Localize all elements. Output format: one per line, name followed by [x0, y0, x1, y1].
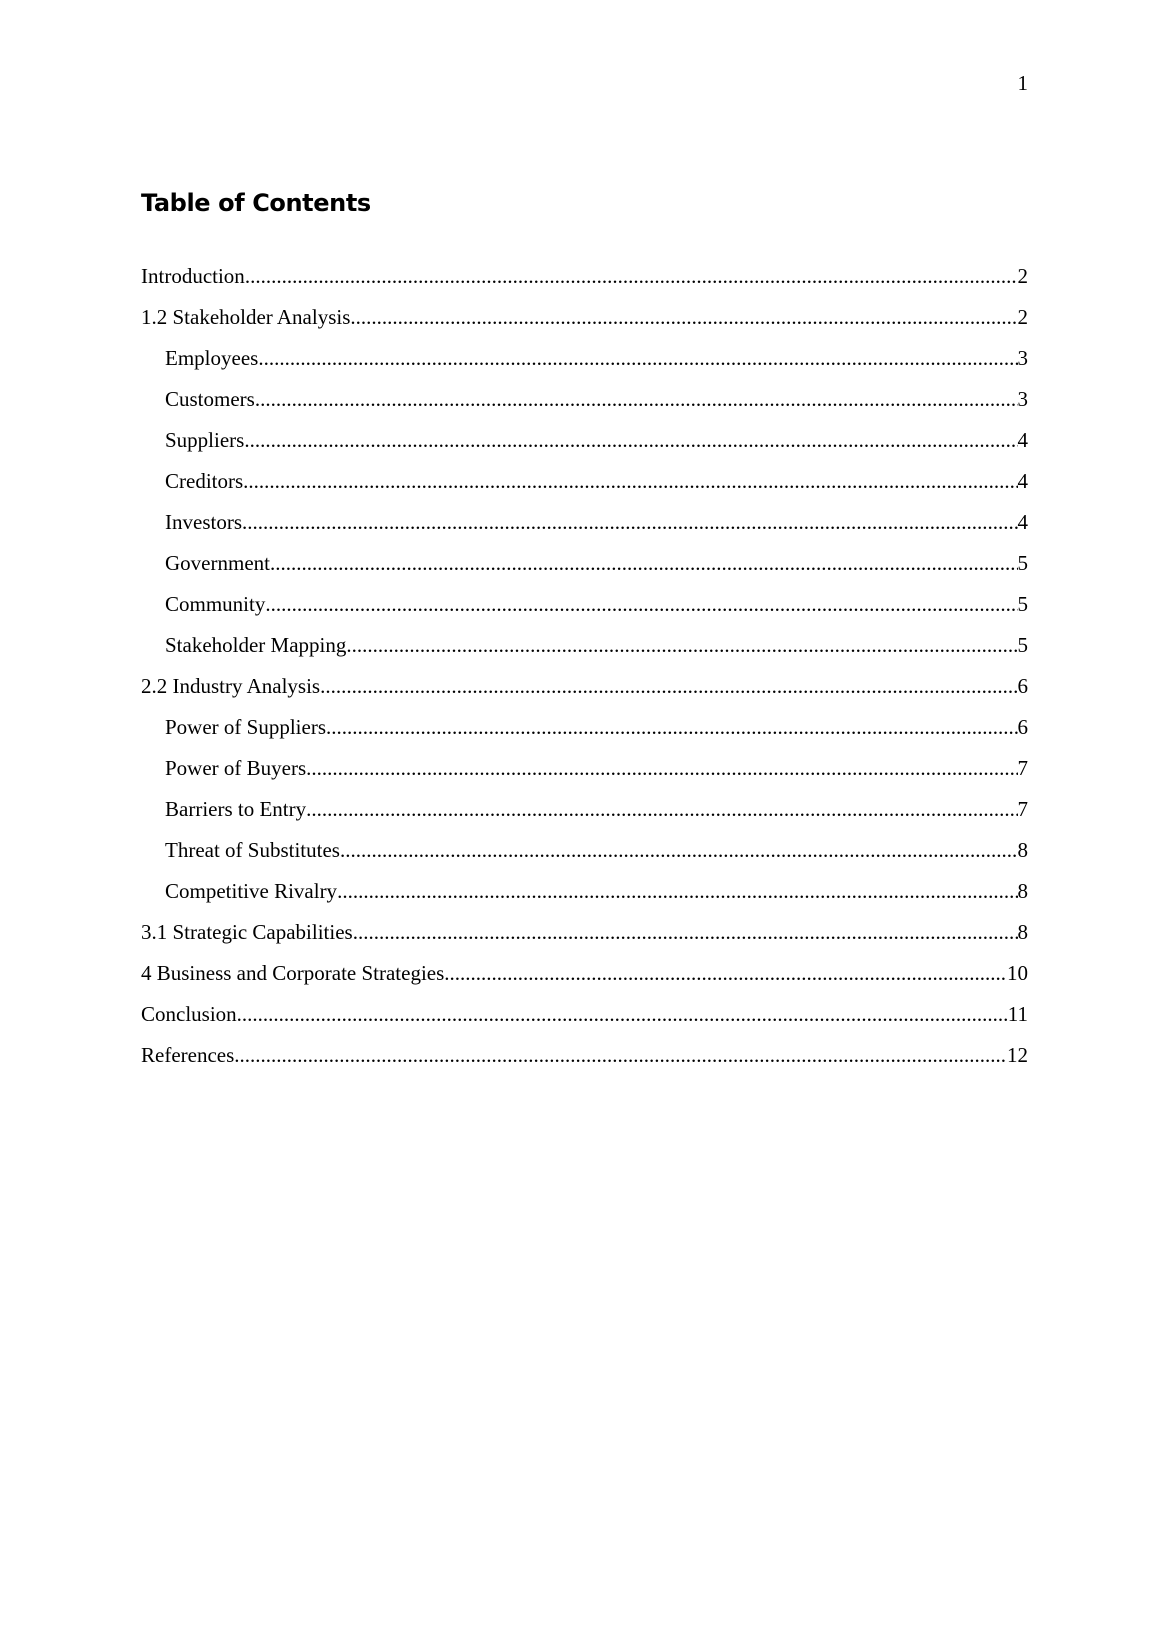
- toc-dot-leader: [337, 876, 1017, 906]
- toc-dot-leader: [270, 548, 1018, 578]
- toc-entry-title: Competitive Rivalry: [165, 879, 338, 903]
- toc-entry-title: Stakeholder Mapping: [165, 633, 347, 657]
- toc-dot-leader: [350, 302, 1017, 332]
- toc-dot-leader: [444, 958, 1007, 988]
- toc-entry-page: 2: [1017, 264, 1028, 288]
- toc-entry-title: Customers: [165, 387, 255, 411]
- toc-entry-title: 1.2 Stakeholder Analysis: [141, 305, 351, 329]
- toc-dot-leader: [245, 261, 1018, 291]
- toc-entry-introduction[interactable]: [141, 250, 1028, 291]
- toc-entry-page: 8: [1017, 838, 1028, 862]
- toc-entry-title: 3.1 Strategic Capabilities: [141, 920, 353, 944]
- table-of-contents: [141, 250, 1028, 1070]
- toc-entry-page: 4: [1017, 469, 1028, 493]
- toc-entry-title: Introduction: [141, 264, 245, 288]
- toc-entry-page: 6: [1017, 674, 1028, 698]
- toc-dot-leader: [244, 425, 1017, 455]
- toc-dot-leader: [258, 343, 1017, 373]
- toc-entry-title: Power of Buyers: [165, 756, 307, 780]
- toc-entry-employees[interactable]: [141, 332, 1028, 373]
- toc-dot-leader: [255, 384, 1018, 414]
- toc-dot-leader: [320, 671, 1017, 701]
- toc-entry-title: 2.2 Industry Analysis: [141, 674, 321, 698]
- toc-dot-leader: [242, 507, 1018, 537]
- toc-entry-title: References: [141, 1043, 235, 1067]
- toc-entry-power-of-suppliers[interactable]: [141, 701, 1028, 742]
- toc-entry-barriers-to-entry[interactable]: [141, 783, 1028, 824]
- toc-entry-power-of-buyers[interactable]: [141, 742, 1028, 783]
- toc-entry-title: Power of Suppliers: [165, 715, 326, 739]
- toc-entry-references[interactable]: [141, 1029, 1028, 1070]
- toc-entry-page: 6: [1017, 715, 1028, 739]
- toc-entry-page: 7: [1017, 756, 1028, 780]
- toc-entry-page: 8: [1017, 920, 1028, 944]
- toc-entry-page: 10: [1007, 961, 1028, 985]
- toc-entry-page: 7: [1017, 797, 1028, 821]
- toc-dot-leader: [234, 1040, 1007, 1070]
- toc-dot-leader: [326, 712, 1018, 742]
- toc-entry-strategic-capabilities[interactable]: [141, 906, 1028, 947]
- toc-entry-industry-analysis[interactable]: [141, 660, 1028, 701]
- toc-entry-page: 4: [1017, 428, 1028, 452]
- toc-entry-page: 12: [1007, 1043, 1028, 1067]
- toc-entry-government[interactable]: [141, 537, 1028, 578]
- toc-entry-customers[interactable]: [141, 373, 1028, 414]
- toc-entry-investors[interactable]: [141, 496, 1028, 537]
- toc-entry-page: 5: [1017, 592, 1028, 616]
- toc-dot-leader: [265, 589, 1017, 619]
- toc-entry-suppliers[interactable]: [141, 414, 1028, 455]
- toc-entry-page: 5: [1017, 633, 1028, 657]
- toc-entry-title: Creditors: [165, 469, 244, 493]
- toc-dot-leader: [306, 794, 1017, 824]
- toc-entry-page: 4: [1017, 510, 1028, 534]
- toc-dot-leader: [306, 753, 1017, 783]
- toc-entry-title: Investors: [165, 510, 242, 534]
- toc-entry-title: Threat of Substitutes: [165, 838, 340, 862]
- toc-entry-business-and-corporate-strategies[interactable]: [141, 947, 1028, 988]
- toc-entry-community[interactable]: [141, 578, 1028, 619]
- toc-entry-stakeholder-mapping[interactable]: [141, 619, 1028, 660]
- toc-entry-page: 3: [1017, 387, 1028, 411]
- toc-entry-threat-of-substitutes[interactable]: [141, 824, 1028, 865]
- page-number: 1: [1017, 71, 1028, 95]
- toc-entry-competitive-rivalry[interactable]: [141, 865, 1028, 906]
- toc-entry-page: 2: [1017, 305, 1028, 329]
- toc-entry-page: 8: [1017, 879, 1028, 903]
- toc-entry-page: 3: [1017, 346, 1028, 370]
- toc-entry-stakeholder-analysis[interactable]: [141, 291, 1028, 332]
- toc-entry-page: 11: [1007, 1002, 1028, 1026]
- toc-entry-conclusion[interactable]: [141, 988, 1028, 1029]
- toc-dot-leader: [237, 999, 1008, 1029]
- toc-entry-title: Conclusion: [141, 1002, 237, 1026]
- toc-entry-title: Government: [165, 551, 270, 575]
- toc-entry-page: 5: [1017, 551, 1028, 575]
- toc-dot-leader: [243, 466, 1017, 496]
- toc-entry-title: Community: [165, 592, 266, 616]
- toc-entry-title: Suppliers: [165, 428, 245, 452]
- toc-entry-title: Employees: [165, 346, 259, 370]
- toc-heading: Table of Contents: [141, 189, 371, 217]
- toc-entry-title: Barriers to Entry: [165, 797, 307, 821]
- toc-dot-leader: [340, 835, 1018, 865]
- toc-entry-creditors[interactable]: [141, 455, 1028, 496]
- toc-dot-leader: [353, 917, 1018, 947]
- toc-dot-leader: [346, 630, 1017, 660]
- toc-entry-title: 4 Business and Corporate Strategies: [141, 961, 445, 985]
